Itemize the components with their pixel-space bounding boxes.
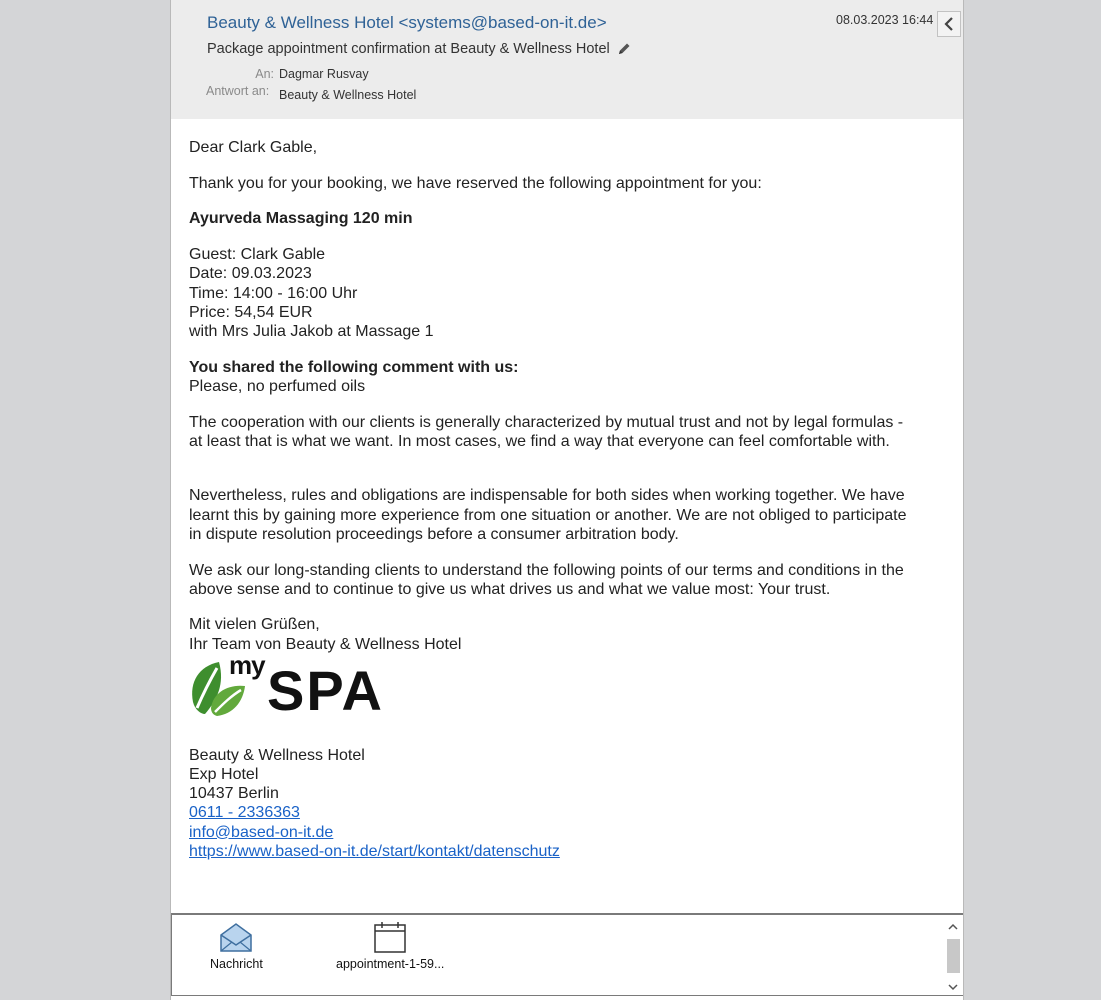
scroll-up-icon[interactable] [945,921,961,933]
collapse-button[interactable] [937,11,961,37]
intro-text: Thank you for your booking, we have reserved the following appointment for you: [189,174,762,192]
email-link[interactable]: info@based-on-it.de [189,823,334,841]
scroll-thumb[interactable] [947,939,960,973]
email-window [170,0,964,1000]
closing-2: Ihr Team von Beauty & Wellness Hotel [189,635,462,653]
attachments-bar [171,913,963,996]
calendar-icon [373,921,407,953]
subject [207,41,631,57]
date-line: Date: 09.03.2023 [189,265,312,283]
attachment-appointment[interactable] [336,921,444,971]
reply-to-label: Antwort an: [206,84,270,98]
attachment-message[interactable] [210,921,263,971]
sender[interactable]: Beauty & Wellness Hotel <systems@based-on-it.de> [207,13,607,32]
attachments-scrollbar[interactable] [945,919,961,993]
service-name: Ayurveda Massaging 120 min [189,210,413,228]
scroll-down-icon[interactable] [945,981,961,993]
to-value[interactable]: Dagmar Rusvay [279,67,369,81]
comment-heading: You shared the following comment with us: [189,358,519,376]
guest-line: Guest: Clark Gable [189,246,326,264]
paragraph-2-line-2: learnt this by gaining more experience from one situation or another. We are not obliged to participate [189,506,907,524]
sent-date: 08.03.2023 16:44 [836,13,934,27]
pencil-icon[interactable] [617,42,631,56]
privacy-link[interactable]: https://www.based-on-it.de/start/kontakt/datenschutz [189,842,560,860]
signature-name: Beauty & Wellness Hotel [189,746,365,764]
attachment-message-label: Nachricht [210,957,263,971]
signature-hotel: Exp Hotel [189,766,259,784]
to-label: An: [255,67,274,81]
paragraph-3-line-2: above sense and to continue to give us what drives us and what we value most: Your trust. [189,580,831,598]
chevron-left-icon [943,16,955,32]
reply-to-value[interactable]: Beauty & Wellness Hotel [279,88,417,102]
therapist-line: with Mrs Julia Jakob at Massage 1 [189,322,434,340]
logo-my: my [229,649,265,680]
subject-text: Package appointment confirmation at Beauty & Wellness Hotel [207,41,610,57]
comment-text: Please, no perfumed oils [189,377,366,395]
signature-city: 10437 Berlin [189,785,279,803]
paragraph-2-line-1: Nevertheless, rules and obligations are indispensable for both sides when working together. We have [189,487,905,505]
paragraph-1-line-2: at least that is what we want. In most cases, we find a way that everyone can feel comfortable with. [189,432,890,450]
paragraph-1-line-1: The cooperation with our clients is generally characterized by mutual trust and not by legal formulas - [189,413,904,431]
attachment-appointment-label: appointment-1-59... [336,957,445,971]
time-line: Time: 14:00 - 16:00 Uhr [189,284,358,302]
logo-wordmark [229,649,407,722]
phone-link[interactable]: 0611 - 2336363 [189,804,300,822]
myspa-logo [189,649,949,722]
paragraph-3-line-1: We ask our long-standing clients to understand the following points of our terms and conditions in the [189,561,904,579]
email-body [189,138,949,861]
email-header [171,0,963,119]
paragraph-2-line-3: in dispute resolution proceedings before a consumer arbitration body. [189,525,679,543]
price-line: Price: 54,54 EUR [189,303,313,321]
greeting: Dear Clark Gable, [189,139,318,156]
logo-spa: SPA [267,658,384,722]
closing-1: Mit vielen Grüßen, [189,616,320,634]
envelope-icon [219,921,253,953]
